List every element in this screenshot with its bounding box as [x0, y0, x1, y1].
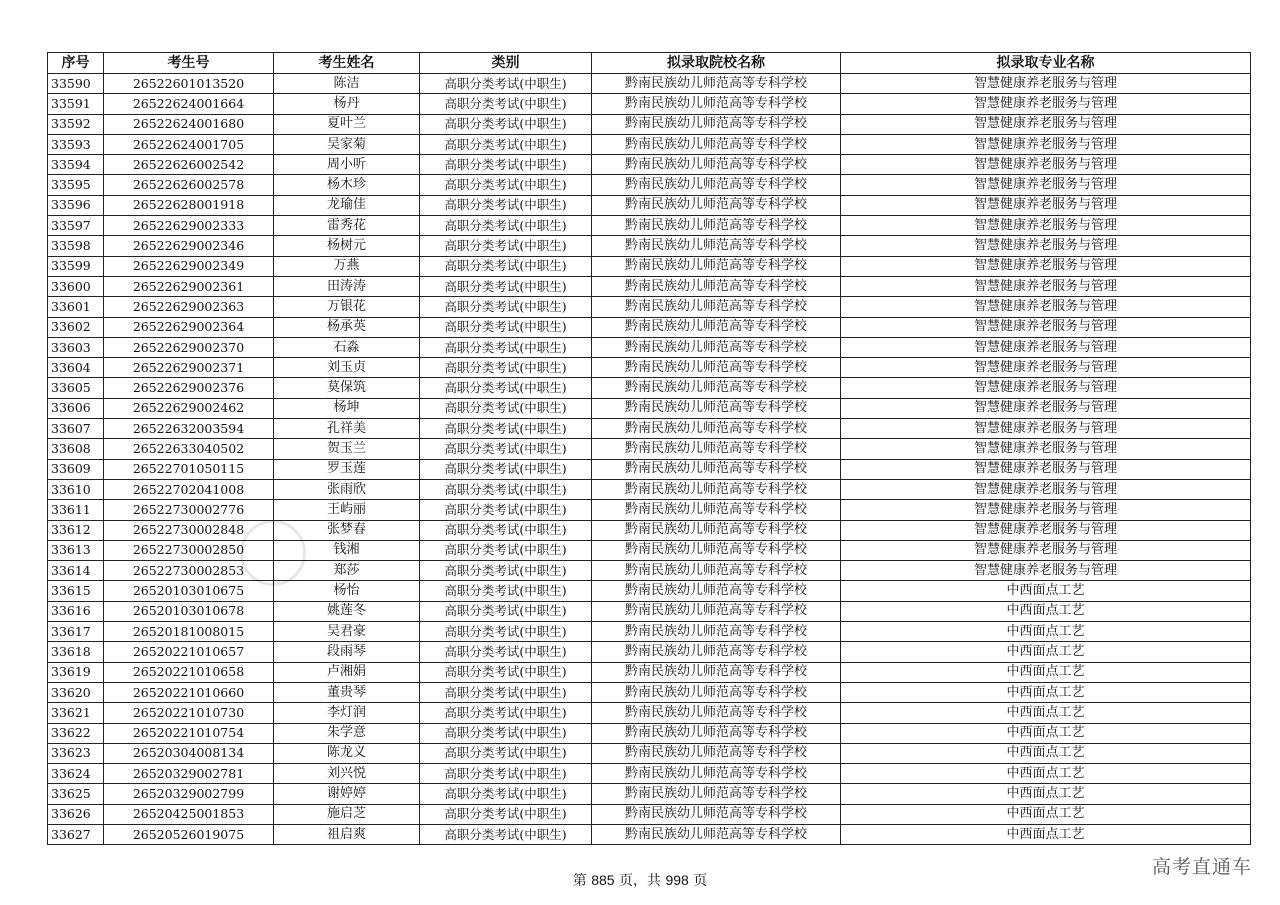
brand-logo-text: 高考直通车	[1151, 856, 1252, 878]
cell-seq: 33600	[48, 276, 104, 296]
cell-category: 高职分类考试(中职生)	[420, 297, 592, 317]
cell-name: 祖启爽	[274, 824, 420, 844]
header-major: 拟录取专业名称	[841, 53, 1251, 74]
cell-category: 高职分类考试(中职生)	[420, 337, 592, 357]
table-row	[48, 378, 1251, 398]
table-row	[48, 804, 1251, 824]
table-row	[48, 520, 1251, 540]
cell-name: 杨坤	[274, 398, 420, 418]
cell-major: 智慧健康养老服务与管理	[841, 155, 1251, 175]
cell-seq: 33615	[48, 581, 104, 601]
table-row	[48, 682, 1251, 702]
cell-major: 智慧健康养老服务与管理	[841, 520, 1251, 540]
cell-category: 高职分类考试(中职生)	[420, 540, 592, 560]
cell-category: 高职分类考试(中职生)	[420, 256, 592, 276]
cell-major: 智慧健康养老服务与管理	[841, 500, 1251, 520]
cell-school: 黔南民族幼儿师范高等专科学校	[592, 114, 841, 134]
cell-major: 智慧健康养老服务与管理	[841, 337, 1251, 357]
cell-major: 中西面点工艺	[841, 581, 1251, 601]
cell-school: 黔南民族幼儿师范高等专科学校	[592, 540, 841, 560]
cell-exam-no: 26522629002462	[104, 398, 274, 418]
cell-school: 黔南民族幼儿师范高等专科学校	[592, 337, 841, 357]
cell-seq: 33618	[48, 642, 104, 662]
cell-name: 段雨琴	[274, 642, 420, 662]
cell-category: 高职分类考试(中职生)	[420, 520, 592, 540]
cell-name: 夏叶兰	[274, 114, 420, 134]
cell-major: 中西面点工艺	[841, 601, 1251, 621]
table-row	[48, 459, 1251, 479]
cell-school: 黔南民族幼儿师范高等专科学校	[592, 256, 841, 276]
cell-school: 黔南民族幼儿师范高等专科学校	[592, 703, 841, 723]
cell-category: 高职分类考试(中职生)	[420, 195, 592, 215]
header-exam-no: 考生号	[104, 53, 274, 74]
cell-category: 高职分类考试(中职生)	[420, 784, 592, 804]
cell-exam-no: 26522730002776	[104, 500, 274, 520]
cell-category: 高职分类考试(中职生)	[420, 175, 592, 195]
cell-exam-no: 26522730002850	[104, 540, 274, 560]
cell-category: 高职分类考试(中职生)	[420, 500, 592, 520]
cell-seq: 33606	[48, 398, 104, 418]
cell-exam-no: 26520329002799	[104, 784, 274, 804]
cell-exam-no: 26520103010675	[104, 581, 274, 601]
cell-major: 中西面点工艺	[841, 703, 1251, 723]
cell-school: 黔南民族幼儿师范高等专科学校	[592, 479, 841, 499]
cell-seq: 33591	[48, 94, 104, 114]
cell-seq: 33622	[48, 723, 104, 743]
cell-name: 罗玉莲	[274, 459, 420, 479]
cell-category: 高职分类考试(中职生)	[420, 398, 592, 418]
cell-seq: 33608	[48, 439, 104, 459]
table-row	[48, 764, 1251, 784]
cell-exam-no: 26522632003594	[104, 419, 274, 439]
cell-category: 高职分类考试(中职生)	[420, 723, 592, 743]
cell-exam-no: 26520221010754	[104, 723, 274, 743]
cell-name: 姚莲冬	[274, 601, 420, 621]
cell-category: 高职分类考试(中职生)	[420, 236, 592, 256]
cell-school: 黔南民族幼儿师范高等专科学校	[592, 317, 841, 337]
cell-school: 黔南民族幼儿师范高等专科学校	[592, 500, 841, 520]
cell-major: 智慧健康养老服务与管理	[841, 276, 1251, 296]
cell-name: 石淼	[274, 337, 420, 357]
cell-category: 高职分类考试(中职生)	[420, 419, 592, 439]
cell-exam-no: 26520221010660	[104, 682, 274, 702]
admission-table	[47, 52, 1251, 845]
cell-school: 黔南民族幼儿师范高等专科学校	[592, 74, 841, 94]
cell-category: 高职分类考试(中职生)	[420, 703, 592, 723]
cell-school: 黔南民族幼儿师范高等专科学校	[592, 824, 841, 844]
cell-major: 智慧健康养老服务与管理	[841, 114, 1251, 134]
cell-exam-no: 26522629002361	[104, 276, 274, 296]
cell-major: 智慧健康养老服务与管理	[841, 175, 1251, 195]
table-row	[48, 824, 1251, 844]
cell-major: 智慧健康养老服务与管理	[841, 317, 1251, 337]
cell-exam-no: 26522730002853	[104, 561, 274, 581]
cell-major: 智慧健康养老服务与管理	[841, 256, 1251, 276]
cell-major: 中西面点工艺	[841, 662, 1251, 682]
cell-seq: 33603	[48, 337, 104, 357]
cell-category: 高职分类考试(中职生)	[420, 155, 592, 175]
cell-major: 智慧健康养老服务与管理	[841, 561, 1251, 581]
cell-major: 中西面点工艺	[841, 743, 1251, 763]
table-row	[48, 784, 1251, 804]
cell-exam-no: 26522624001680	[104, 114, 274, 134]
cell-major: 中西面点工艺	[841, 824, 1251, 844]
table-row	[48, 561, 1251, 581]
cell-exam-no: 26522730002848	[104, 520, 274, 540]
cell-name: 卢湘娟	[274, 662, 420, 682]
cell-major: 中西面点工艺	[841, 682, 1251, 702]
cell-school: 黔南民族幼儿师范高等专科学校	[592, 601, 841, 621]
cell-category: 高职分类考试(中职生)	[420, 824, 592, 844]
cell-exam-no: 26522629002346	[104, 236, 274, 256]
header-name: 考生姓名	[274, 53, 420, 74]
cell-school: 黔南民族幼儿师范高等专科学校	[592, 276, 841, 296]
cell-seq: 33602	[48, 317, 104, 337]
cell-name: 张雨欣	[274, 479, 420, 499]
cell-school: 黔南民族幼儿师范高等专科学校	[592, 195, 841, 215]
header-school: 拟录取院校名称	[592, 53, 841, 74]
cell-category: 高职分类考试(中职生)	[420, 561, 592, 581]
cell-school: 黔南民族幼儿师范高等专科学校	[592, 662, 841, 682]
cell-major: 中西面点工艺	[841, 784, 1251, 804]
cell-name: 钱湘	[274, 540, 420, 560]
page-footer	[0, 870, 1280, 890]
cell-exam-no: 26520181008015	[104, 622, 274, 642]
cell-category: 高职分类考试(中职生)	[420, 682, 592, 702]
table-row	[48, 479, 1251, 499]
cell-seq: 33614	[48, 561, 104, 581]
cell-school: 黔南民族幼儿师范高等专科学校	[592, 398, 841, 418]
table-row	[48, 195, 1251, 215]
cell-seq: 33609	[48, 459, 104, 479]
cell-exam-no: 26520329002781	[104, 764, 274, 784]
cell-category: 高职分类考试(中职生)	[420, 94, 592, 114]
table-row	[48, 581, 1251, 601]
cell-major: 中西面点工艺	[841, 804, 1251, 824]
cell-name: 杨木珍	[274, 175, 420, 195]
cell-seq: 33613	[48, 540, 104, 560]
cell-seq: 33596	[48, 195, 104, 215]
cell-school: 黔南民族幼儿师范高等专科学校	[592, 642, 841, 662]
cell-seq: 33621	[48, 703, 104, 723]
cell-name: 莫保筑	[274, 378, 420, 398]
cell-seq: 33593	[48, 134, 104, 154]
cell-category: 高职分类考试(中职生)	[420, 317, 592, 337]
table-row	[48, 642, 1251, 662]
table-row	[48, 398, 1251, 418]
cell-name: 杨承英	[274, 317, 420, 337]
cell-major: 中西面点工艺	[841, 723, 1251, 743]
cell-category: 高职分类考试(中职生)	[420, 439, 592, 459]
cell-name: 雷秀花	[274, 216, 420, 236]
cell-major: 智慧健康养老服务与管理	[841, 94, 1251, 114]
cell-name: 陈龙义	[274, 743, 420, 763]
cell-school: 黔南民族幼儿师范高等专科学校	[592, 155, 841, 175]
cell-seq: 33607	[48, 419, 104, 439]
table-row	[48, 500, 1251, 520]
cell-name: 龙瑜佳	[274, 195, 420, 215]
cell-seq: 33619	[48, 662, 104, 682]
cell-exam-no: 26522629002376	[104, 378, 274, 398]
cell-seq: 33604	[48, 358, 104, 378]
cell-exam-no: 26520221010658	[104, 662, 274, 682]
cell-name: 周小听	[274, 155, 420, 175]
table-row	[48, 662, 1251, 682]
cell-seq: 33610	[48, 479, 104, 499]
table-row	[48, 358, 1251, 378]
cell-name: 朱学意	[274, 723, 420, 743]
cell-exam-no: 26522629002364	[104, 317, 274, 337]
cell-name: 张梦春	[274, 520, 420, 540]
cell-seq: 33601	[48, 297, 104, 317]
cell-major: 智慧健康养老服务与管理	[841, 216, 1251, 236]
cell-name: 杨树元	[274, 236, 420, 256]
cell-seq: 33597	[48, 216, 104, 236]
cell-name: 吴君豪	[274, 622, 420, 642]
cell-school: 黔南民族幼儿师范高等专科学校	[592, 378, 841, 398]
cell-school: 黔南民族幼儿师范高等专科学校	[592, 236, 841, 256]
table-row	[48, 74, 1251, 94]
header-seq: 序号	[48, 53, 104, 74]
cell-name: 施启芝	[274, 804, 420, 824]
cell-school: 黔南民族幼儿师范高等专科学校	[592, 459, 841, 479]
footer-prefix: 第	[572, 873, 587, 889]
table-row	[48, 317, 1251, 337]
cell-school: 黔南民族幼儿师范高等专科学校	[592, 216, 841, 236]
cell-category: 高职分类考试(中职生)	[420, 479, 592, 499]
cell-exam-no: 26522624001664	[104, 94, 274, 114]
cell-exam-no: 26522701050115	[104, 459, 274, 479]
cell-exam-no: 26522626002578	[104, 175, 274, 195]
cell-school: 黔南民族幼儿师范高等专科学校	[592, 134, 841, 154]
table-row	[48, 703, 1251, 723]
cell-category: 高职分类考试(中职生)	[420, 642, 592, 662]
cell-name: 杨丹	[274, 94, 420, 114]
table-header-row	[48, 53, 1251, 74]
cell-name: 孔祥美	[274, 419, 420, 439]
cell-school: 黔南民族幼儿师范高等专科学校	[592, 581, 841, 601]
footer-suffix: 页	[693, 873, 708, 889]
cell-major: 智慧健康养老服务与管理	[841, 358, 1251, 378]
table-row	[48, 94, 1251, 114]
cell-school: 黔南民族幼儿师范高等专科学校	[592, 520, 841, 540]
cell-name: 万银花	[274, 297, 420, 317]
cell-school: 黔南民族幼儿师范高等专科学校	[592, 358, 841, 378]
cell-exam-no: 26522629002371	[104, 358, 274, 378]
cell-major: 智慧健康养老服务与管理	[841, 479, 1251, 499]
footer-total-pages: 998	[665, 872, 689, 888]
cell-name: 刘玉贞	[274, 358, 420, 378]
cell-category: 高职分类考试(中职生)	[420, 764, 592, 784]
table-row	[48, 439, 1251, 459]
cell-exam-no: 26522629002349	[104, 256, 274, 276]
table-row	[48, 276, 1251, 296]
cell-major: 中西面点工艺	[841, 622, 1251, 642]
cell-name: 谢婷婷	[274, 784, 420, 804]
cell-category: 高职分类考试(中职生)	[420, 804, 592, 824]
cell-seq: 33612	[48, 520, 104, 540]
cell-seq: 33620	[48, 682, 104, 702]
table-row	[48, 134, 1251, 154]
cell-seq: 33594	[48, 155, 104, 175]
table-row	[48, 540, 1251, 560]
cell-seq: 33626	[48, 804, 104, 824]
cell-major: 中西面点工艺	[841, 764, 1251, 784]
header-category: 类别	[420, 53, 592, 74]
cell-exam-no: 26520103010678	[104, 601, 274, 621]
cell-seq: 33595	[48, 175, 104, 195]
cell-seq: 33623	[48, 743, 104, 763]
cell-name: 王屿丽	[274, 500, 420, 520]
cell-major: 智慧健康养老服务与管理	[841, 439, 1251, 459]
cell-seq: 33627	[48, 824, 104, 844]
cell-major: 智慧健康养老服务与管理	[841, 378, 1251, 398]
cell-school: 黔南民族幼儿师范高等专科学校	[592, 784, 841, 804]
cell-seq: 33624	[48, 764, 104, 784]
cell-name: 万燕	[274, 256, 420, 276]
cell-exam-no: 26522702041008	[104, 479, 274, 499]
cell-school: 黔南民族幼儿师范高等专科学校	[592, 94, 841, 114]
cell-school: 黔南民族幼儿师范高等专科学校	[592, 175, 841, 195]
cell-category: 高职分类考试(中职生)	[420, 662, 592, 682]
cell-school: 黔南民族幼儿师范高等专科学校	[592, 764, 841, 784]
cell-exam-no: 26522624001705	[104, 134, 274, 154]
cell-major: 智慧健康养老服务与管理	[841, 540, 1251, 560]
cell-major: 智慧健康养老服务与管理	[841, 74, 1251, 94]
cell-name: 刘兴悦	[274, 764, 420, 784]
cell-exam-no: 26520304008134	[104, 743, 274, 763]
table-row	[48, 236, 1251, 256]
table-row	[48, 175, 1251, 195]
cell-category: 高职分类考试(中职生)	[420, 114, 592, 134]
cell-major: 智慧健康养老服务与管理	[841, 297, 1251, 317]
cell-exam-no: 26522628001918	[104, 195, 274, 215]
cell-major: 智慧健康养老服务与管理	[841, 134, 1251, 154]
cell-seq: 33590	[48, 74, 104, 94]
table-row	[48, 216, 1251, 236]
cell-category: 高职分类考试(中职生)	[420, 743, 592, 763]
cell-major: 中西面点工艺	[841, 642, 1251, 662]
cell-exam-no: 26522626002542	[104, 155, 274, 175]
cell-major: 智慧健康养老服务与管理	[841, 398, 1251, 418]
cell-seq: 33616	[48, 601, 104, 621]
cell-name: 田涛涛	[274, 276, 420, 296]
cell-category: 高职分类考试(中职生)	[420, 216, 592, 236]
cell-category: 高职分类考试(中职生)	[420, 459, 592, 479]
cell-category: 高职分类考试(中职生)	[420, 601, 592, 621]
cell-category: 高职分类考试(中职生)	[420, 581, 592, 601]
cell-name: 杨怡	[274, 581, 420, 601]
cell-exam-no: 26520221010657	[104, 642, 274, 662]
cell-name: 陈洁	[274, 74, 420, 94]
table-row	[48, 337, 1251, 357]
cell-exam-no: 26522629002333	[104, 216, 274, 236]
cell-seq: 33598	[48, 236, 104, 256]
cell-seq: 33592	[48, 114, 104, 134]
table-row	[48, 297, 1251, 317]
cell-exam-no: 26520425001853	[104, 804, 274, 824]
cell-name: 李灯润	[274, 703, 420, 723]
cell-name: 董贵琴	[274, 682, 420, 702]
cell-category: 高职分类考试(中职生)	[420, 74, 592, 94]
cell-category: 高职分类考试(中职生)	[420, 358, 592, 378]
cell-category: 高职分类考试(中职生)	[420, 134, 592, 154]
cell-name: 贺玉兰	[274, 439, 420, 459]
cell-seq: 33599	[48, 256, 104, 276]
cell-exam-no: 26522629002370	[104, 337, 274, 357]
table-row	[48, 723, 1251, 743]
cell-seq: 33611	[48, 500, 104, 520]
cell-seq: 33625	[48, 784, 104, 804]
cell-school: 黔南民族幼儿师范高等专科学校	[592, 561, 841, 581]
cell-school: 黔南民族幼儿师范高等专科学校	[592, 682, 841, 702]
table-row	[48, 155, 1251, 175]
table-row	[48, 256, 1251, 276]
cell-exam-no: 26522633040502	[104, 439, 274, 459]
table-row	[48, 601, 1251, 621]
cell-school: 黔南民族幼儿师范高等专科学校	[592, 743, 841, 763]
cell-exam-no: 26520221010730	[104, 703, 274, 723]
table-row	[48, 622, 1251, 642]
cell-seq: 33605	[48, 378, 104, 398]
cell-school: 黔南民族幼儿师范高等专科学校	[592, 439, 841, 459]
footer-page-number: 885	[591, 872, 615, 888]
cell-major: 智慧健康养老服务与管理	[841, 459, 1251, 479]
cell-school: 黔南民族幼儿师范高等专科学校	[592, 622, 841, 642]
cell-exam-no: 26522629002363	[104, 297, 274, 317]
cell-category: 高职分类考试(中职生)	[420, 622, 592, 642]
cell-major: 智慧健康养老服务与管理	[841, 419, 1251, 439]
cell-school: 黔南民族幼儿师范高等专科学校	[592, 297, 841, 317]
cell-name: 郑莎	[274, 561, 420, 581]
cell-exam-no: 26520526019075	[104, 824, 274, 844]
cell-category: 高职分类考试(中职生)	[420, 378, 592, 398]
cell-name: 吴家菊	[274, 134, 420, 154]
cell-school: 黔南民族幼儿师范高等专科学校	[592, 804, 841, 824]
cell-seq: 33617	[48, 622, 104, 642]
cell-school: 黔南民族幼儿师范高等专科学校	[592, 419, 841, 439]
table-row	[48, 743, 1251, 763]
cell-category: 高职分类考试(中职生)	[420, 276, 592, 296]
table-row	[48, 419, 1251, 439]
footer-mid: 页，共	[619, 873, 661, 889]
cell-major: 智慧健康养老服务与管理	[841, 236, 1251, 256]
cell-exam-no: 26522601013520	[104, 74, 274, 94]
cell-major: 智慧健康养老服务与管理	[841, 195, 1251, 215]
table-row	[48, 114, 1251, 134]
cell-school: 黔南民族幼儿师范高等专科学校	[592, 723, 841, 743]
